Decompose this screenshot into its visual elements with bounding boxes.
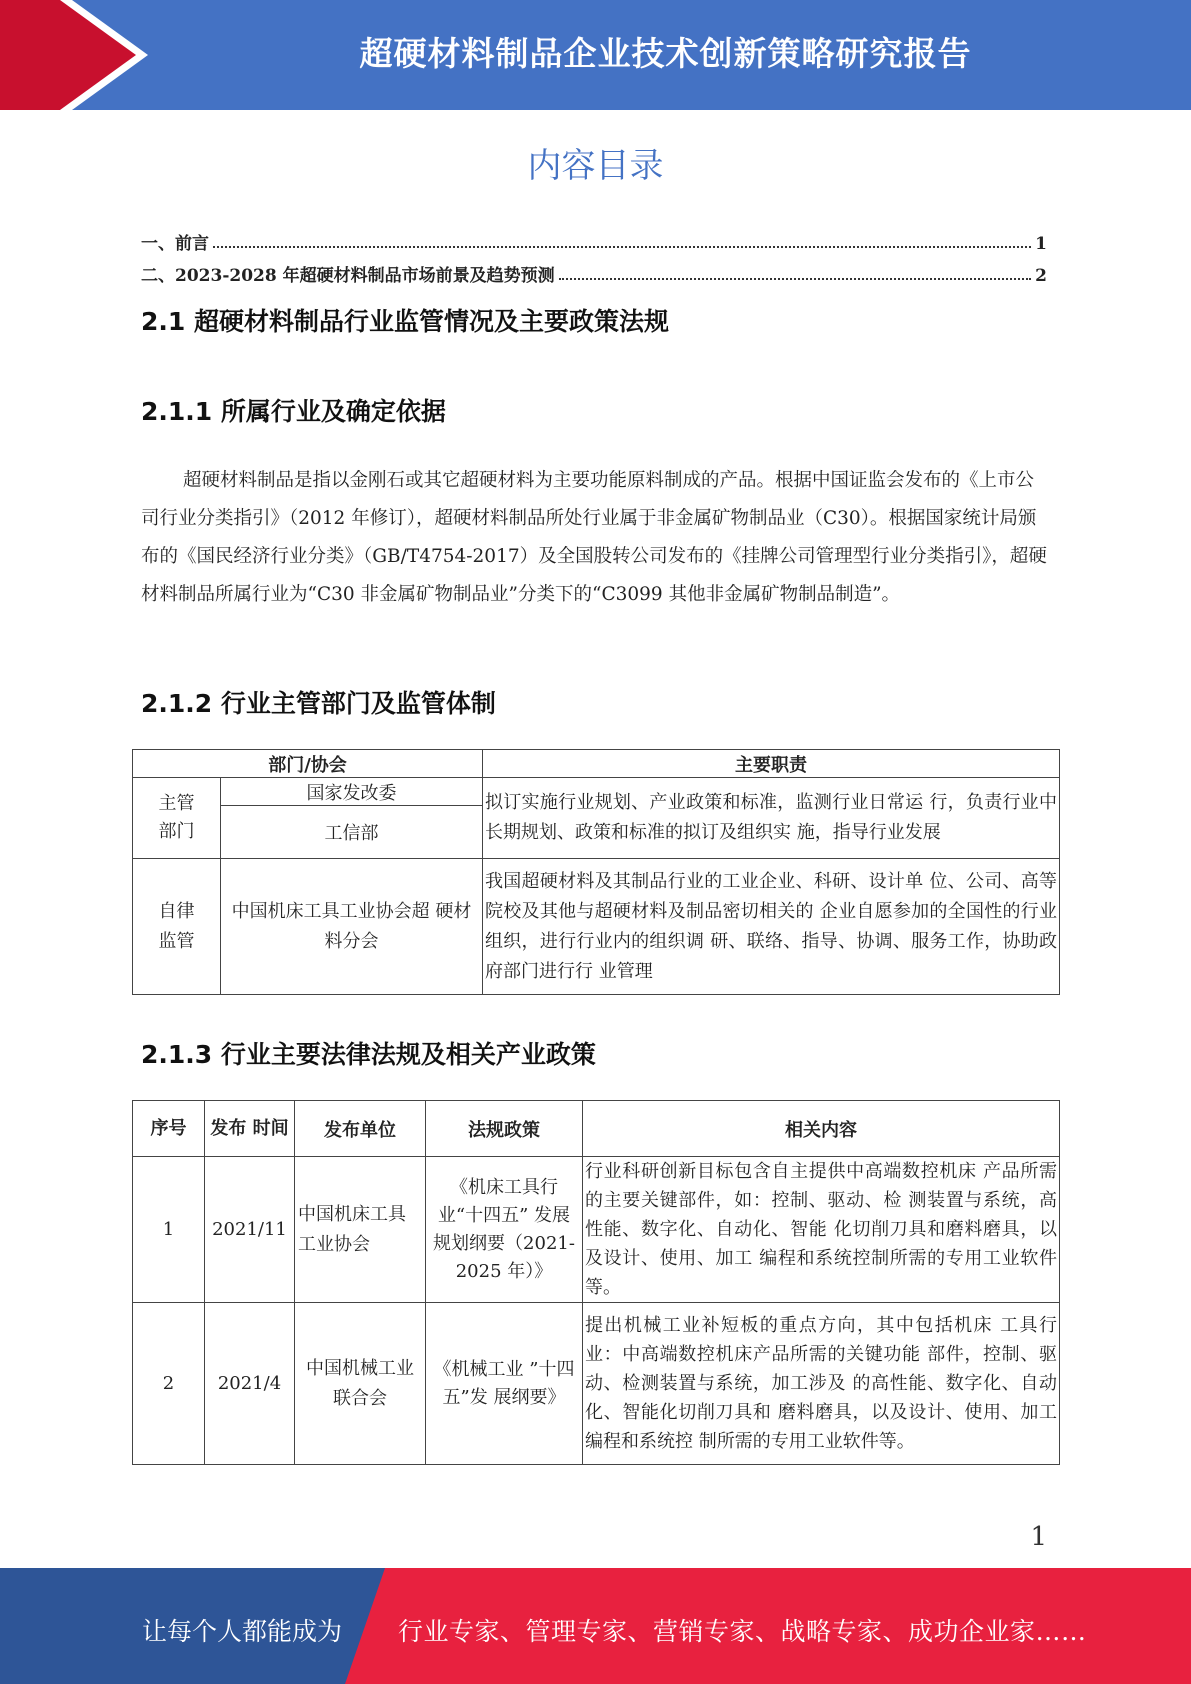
table-header-cell: 相关内容: [583, 1101, 1060, 1157]
section-heading-2-1: 2.1 超硬材料制品行业监管情况及主要政策法规: [141, 307, 669, 336]
table-of-contents: [141, 222, 1047, 286]
row-policy-cell: 《机床工具行 业“十四五” 发展规划纲要（2021-2025 年）》: [426, 1157, 583, 1303]
table-category-cell: 主管 部门: [133, 778, 221, 859]
table-header-cell: 部门/协会: [133, 750, 483, 778]
table-header-cell: 发布单位: [295, 1101, 426, 1157]
section-heading-2-1-1: 2.1.1 所属行业及确定依据: [141, 397, 446, 426]
regulator-table: [132, 749, 1060, 995]
table-org-cell: 中国机床工具工业协会超 硬材料分会: [221, 859, 483, 995]
toc-entry[interactable]: [141, 254, 1047, 286]
table-org-cell: 国家发改委: [221, 778, 483, 806]
row-issuer-cell: 中国机械工业联合会: [295, 1303, 426, 1465]
footer-slogan-left: 让每个人都能成为: [142, 1617, 343, 1646]
toc-entry-page: 2: [1035, 266, 1047, 286]
row-date-cell: 2021/11: [205, 1157, 295, 1303]
toc-entry[interactable]: [141, 222, 1047, 254]
row-number-cell: 1: [133, 1157, 205, 1303]
table-duty-cell: 我国超硬材料及其制品行业的工业企业、科研、设计单 位、公司、高等院校及其他与超硬材料及制品密切相关的 企业自愿参加的全国性的行业组织，进行行业内的组织调 研、联络、指导、协调、服务工作，协助政府部门进行行 业管理: [483, 859, 1060, 995]
row-policy-cell: 《机械工业 ”十四五”发 展纲要》: [426, 1303, 583, 1465]
section-heading-2-1-2: 2.1.2 行业主管部门及监管体制: [141, 689, 496, 718]
report-footer-banner: [0, 1568, 1191, 1684]
row-date-cell: 2021/4: [205, 1303, 295, 1465]
body-paragraph-text: 超硬材料制品是指以金刚石或其它超硬材料为主要功能原料制成的产品。根据中国证监会发布的《上市公司行业分类指引》（2012 年修订），超硬材料制品所处行业属于非金属矿物制品业（C30）。根据国家统计局颁布的《国民经济行业分类》（GB/T4754-2017）及全国股转公司发布的《挂牌公司管理型行业分类指引》，超硬材料制品所属行业为“C30 非金属矿物制品业”分类下的“C3099 其他非金属矿物制品制造”。: [141, 470, 1047, 605]
page-number: 1: [1030, 1522, 1047, 1552]
table-header-cell: 主要职责: [483, 750, 1060, 778]
table-category-cell: 自律 监管: [133, 859, 221, 995]
table-header-cell: 序号: [133, 1101, 205, 1157]
toc-entry-label: 一、前言: [141, 234, 209, 254]
table-header-cell: 法规政策: [426, 1101, 583, 1157]
row-number-cell: 2: [133, 1303, 205, 1465]
table-row: [133, 1303, 1060, 1465]
toc-heading: 内容目录: [527, 146, 664, 186]
body-paragraph: [141, 462, 1047, 614]
policy-table: [132, 1100, 1060, 1465]
toc-entry-page: 1: [1035, 234, 1047, 254]
table-org-cell: 工信部: [221, 806, 483, 859]
report-title: 超硬材料制品企业技术创新策略研究报告: [359, 34, 972, 73]
toc-leader-dots: [213, 246, 1031, 248]
row-issuer-cell: 中国机床工具工业协会: [295, 1157, 426, 1303]
toc-entry-label: 二、2023-2028 年超硬材料制品市场前景及趋势预测: [141, 266, 555, 286]
toc-leader-dots: [559, 278, 1032, 280]
section-heading-2-1-3: 2.1.3 行业主要法律法规及相关产业政策: [141, 1040, 596, 1069]
table-header-cell: 发布 时间: [205, 1101, 295, 1157]
footer-slogan-right: 行业专家、管理专家、营销专家、战略专家、成功企业家……: [398, 1617, 1087, 1646]
report-header-banner: [0, 0, 1191, 110]
row-content-cell: 提出机械工业补短板的重点方向，其中包括机床 工具行业：中高端数控机床产品所需的关键功能 部件，控制、驱动、检测装置与系统，加工涉及 的高性能、数字化、自动化、智能化切削刀具和 磨料磨具，以及设计、使用、加工编程和系统控 制所需的专用工业软件等。: [583, 1303, 1060, 1465]
row-content-cell: 行业科研创新目标包含自主提供中高端数控机床 产品所需的主要关键部件，如：控制、驱动、检 测装置与系统，高性能、数字化、自动化、智能 化切削刀具和磨料磨具，以及设计、使用、加工 编程和系统控制所需的专用工业软件等。: [583, 1157, 1060, 1303]
table-row: [133, 1157, 1060, 1303]
table-duty-cell: 拟订实施行业规划、产业政策和标准，监测行业日常运 行，负责行业中长期规划、政策和标准的拟订及组织实 施，指导行业发展: [483, 778, 1060, 859]
